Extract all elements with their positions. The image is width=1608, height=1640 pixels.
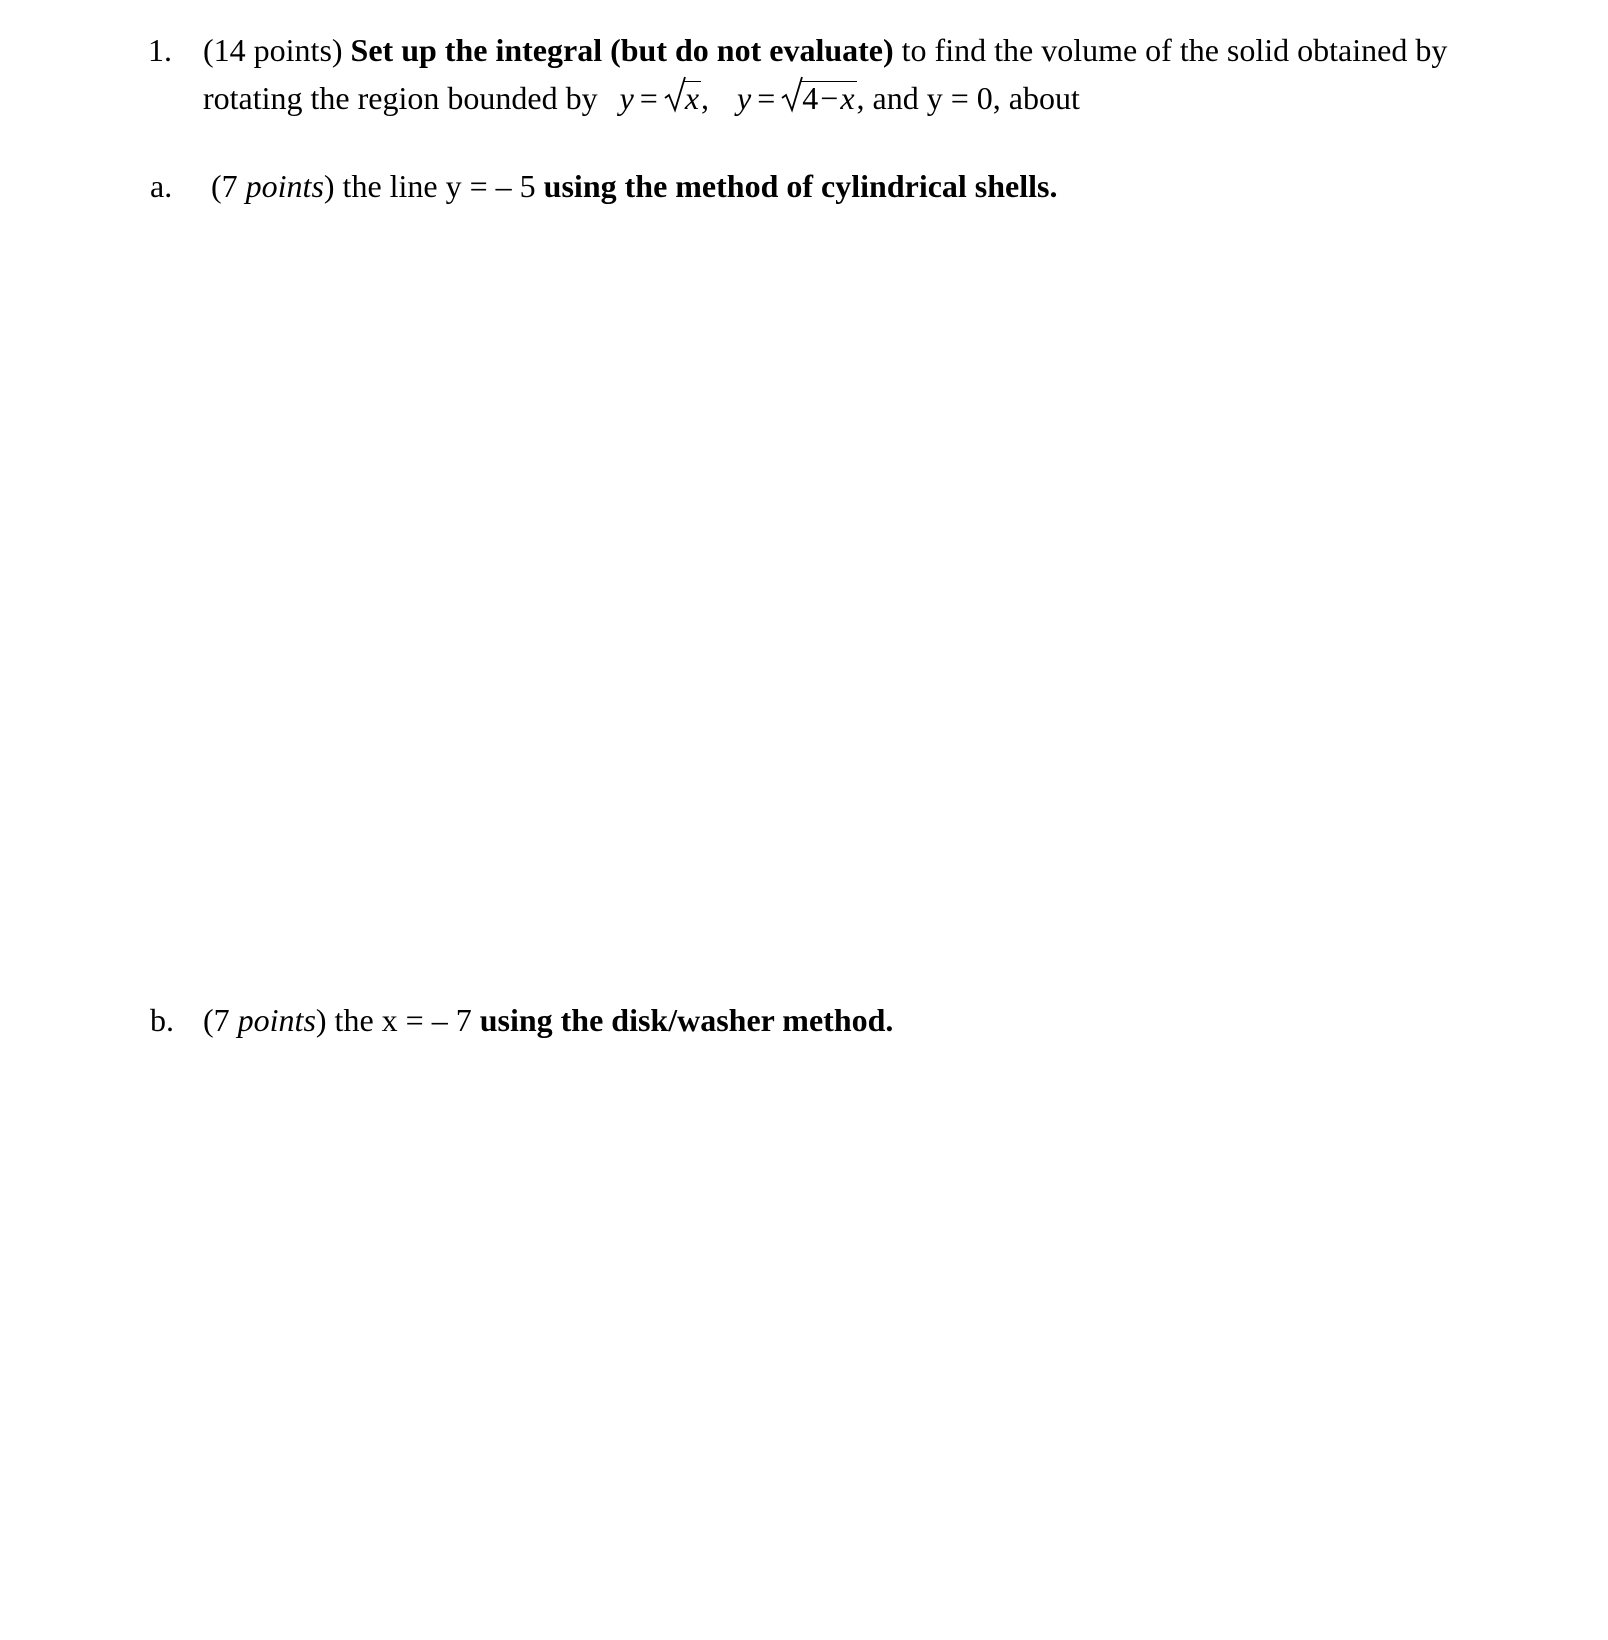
- radical-sign-icon: [664, 74, 686, 114]
- problem-line-2-end: , and y = 0, about: [856, 80, 1080, 116]
- eq2-op: =: [757, 80, 776, 116]
- sqrt-4-minus-x: [781, 78, 856, 118]
- eq1-radicand: x: [684, 80, 700, 116]
- problem-instruction: Set up the integral (but do not evaluate): [350, 32, 894, 68]
- eq2-radicand-var: x: [840, 80, 855, 116]
- eq1-comma: ,: [701, 80, 710, 116]
- part-b-method: using the disk/washer method.: [479, 1002, 894, 1038]
- part-b-letter: b.: [150, 1002, 174, 1038]
- problem-points: (14 points): [203, 32, 343, 68]
- sqrt-x: [664, 78, 701, 118]
- part-b-points-close: ): [315, 1002, 327, 1038]
- part-a-label: [150, 166, 172, 206]
- part-a-text: [211, 166, 1057, 206]
- problem-line-2-start: rotating the region bounded by: [203, 80, 598, 116]
- eq2-radicand: [801, 81, 856, 114]
- problem-number: 1.: [148, 32, 172, 68]
- eq2-radicand-number: 4: [802, 80, 819, 116]
- part-a-axis-text: the line y = – 5: [334, 168, 544, 204]
- part-a-points-open: (7: [211, 168, 246, 204]
- part-b-points-word: points: [237, 1002, 316, 1038]
- problem-1-text-line-1: [203, 30, 1447, 70]
- eq1-op: =: [639, 80, 658, 116]
- part-b-points-open: (7: [203, 1002, 238, 1038]
- part-b-text: [203, 1000, 893, 1040]
- part-b-axis-text: the x = – 7: [326, 1002, 480, 1038]
- eq1-lhs: y: [619, 80, 634, 116]
- part-a-letter: a.: [150, 168, 173, 204]
- part-a-points-word: points: [245, 168, 324, 204]
- problem-1-line-1: [148, 30, 172, 70]
- equation-y-sqrt-x: [620, 78, 709, 118]
- problem-1-text-line-2: [203, 78, 1080, 118]
- equation-y-sqrt-4-minus-x: [737, 78, 857, 118]
- part-a-method: using the method of cylindrical shells.: [543, 168, 1058, 204]
- eq2-radicand-minus: −: [820, 80, 839, 116]
- part-b-label: [150, 1000, 174, 1040]
- eq2-lhs: y: [737, 80, 752, 116]
- part-a-points-close: ): [323, 168, 335, 204]
- problem-line-1-rest: to find the volume of the solid obtained by: [901, 32, 1448, 68]
- radical-sign-icon: [781, 74, 803, 114]
